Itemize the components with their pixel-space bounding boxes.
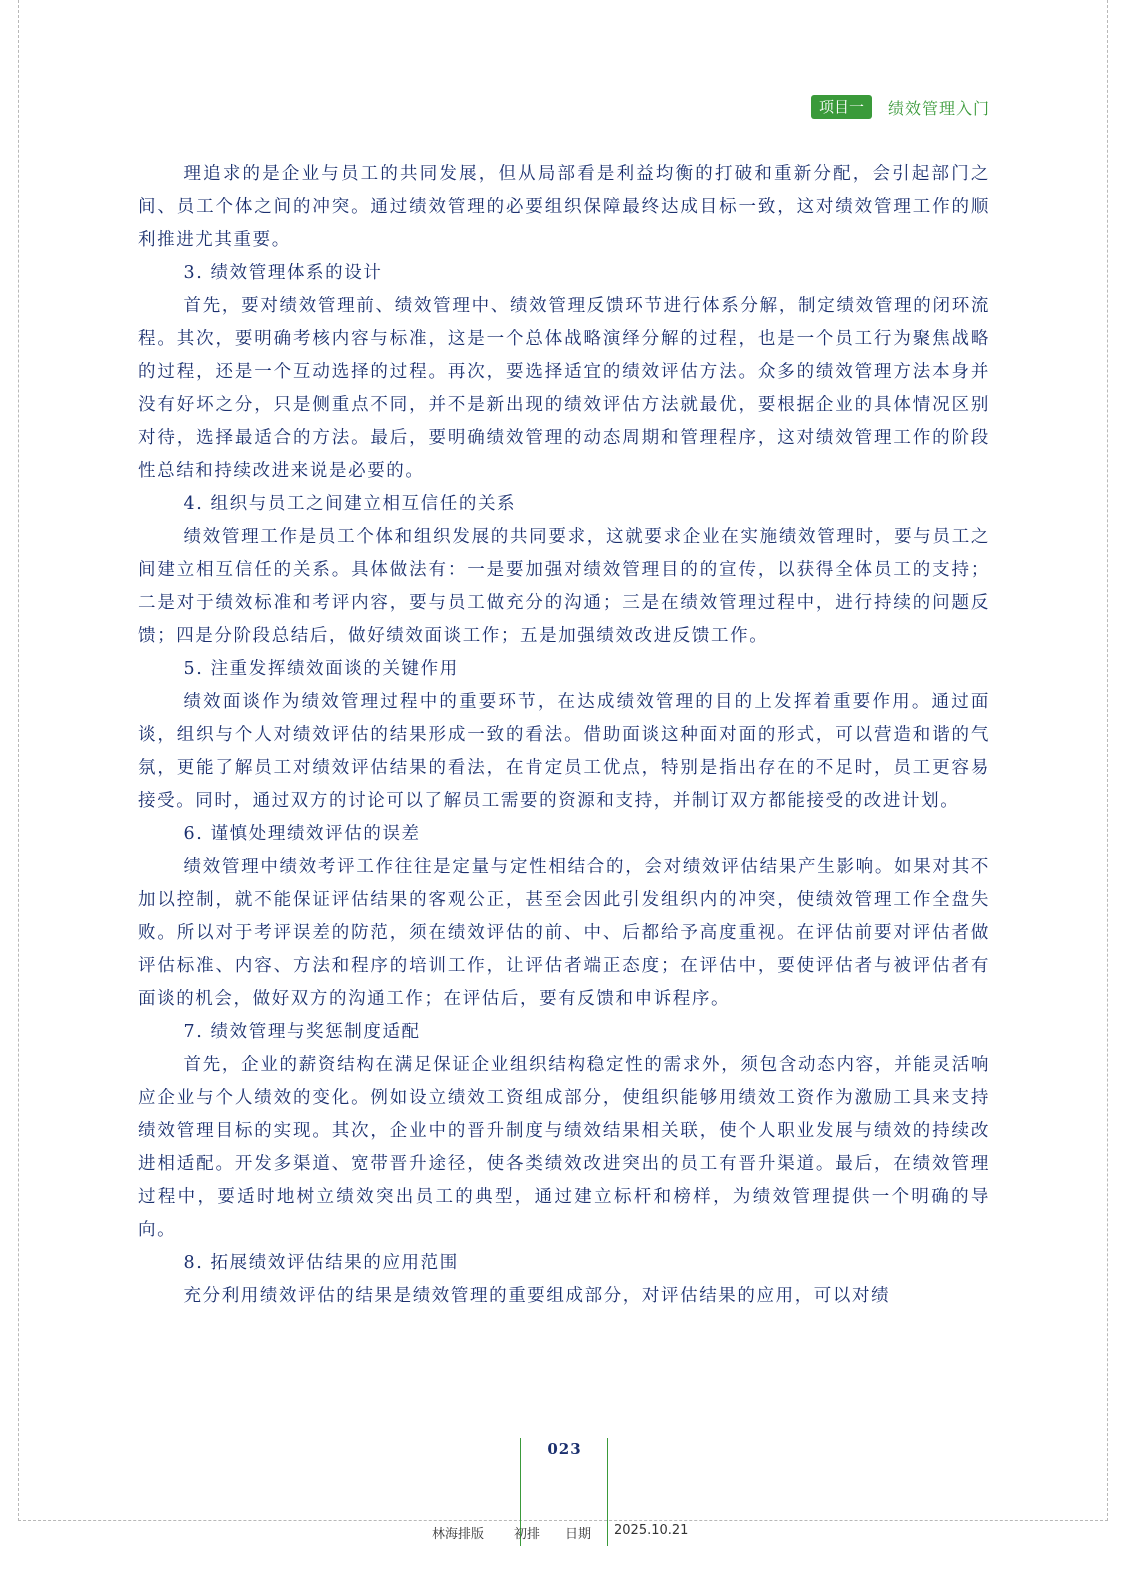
body-text xyxy=(138,158,990,1313)
date-label: 日期 xyxy=(565,1527,592,1542)
section-heading: 4. 组织与员工之间建立相互信任的关系 xyxy=(183,494,517,514)
paragraph: 绩效面谈作为绩效管理过程中的重要环节，在达成绩效管理的目的上发挥着重要作用。通过面谈，组织与个人对绩效评估的结果形成一致的看法。借助面谈这种面对面的形式，可以营造和谐的气氛，更能了解员工对绩效评估结果的看法，在肯定员工优点，特别是指出存在的不足时，员工更容易接受。同时，通过双方的讨论可以了解员工需要的资源和支持，并制订双方都能接受的改进计划。 xyxy=(138,692,990,811)
page-number: 023 xyxy=(547,1440,582,1458)
stage-label: 初排 xyxy=(514,1527,541,1542)
paragraph: 绩效管理工作是员工个体和组织发展的共同要求，这就要求企业在实施绩效管理时，要与员工之间建立相互信任的关系。具体做法有：一是要加强对绩效管理目的的宣传，以获得全体员工的支持；二是对于绩效标准和考评内容，要与员工做充分的沟通；三是在绩效管理过程中，进行持续的问题反馈；四是分阶段总结后，做好绩效面谈工作；五是加强绩效改进反馈工作。 xyxy=(138,527,990,646)
section-heading: 7. 绩效管理与奖惩制度适配 xyxy=(183,1022,421,1042)
section-heading: 8. 拓展绩效评估结果的应用范围 xyxy=(183,1253,459,1273)
chapter-badge: 项目一 xyxy=(811,95,872,119)
paragraph: 首先，要对绩效管理前、绩效管理中、绩效管理反馈环节进行体系分解，制定绩效管理的闭环流程。其次，要明确考核内容与标准，这是一个总体战略演绎分解的过程，也是一个员工行为聚焦战略的过程，还是一个互动选择的过程。再次，要选择适宜的绩效评估方法。众多的绩效管理方法本身并没有好坏之分，只是侧重点不同，并不是新出现的绩效评估方法就最优，要根据企业的具体情况区别对待，选择最适合的方法。最后，要明确绩效管理的动态周期和管理程序，这对绩效管理工作的阶段性总结和持续改进来说是必要的。 xyxy=(138,296,990,481)
section-heading: 5. 注重发挥绩效面谈的关键作用 xyxy=(183,659,459,679)
section-heading: 6. 谨慎处理绩效评估的误差 xyxy=(183,824,421,844)
section-heading: 3. 绩效管理体系的设计 xyxy=(183,263,383,283)
paragraph: 绩效管理中绩效考评工作往往是定量与定性相结合的，会对绩效评估结果产生影响。如果对其不加以控制，就不能保证评估结果的客观公正，甚至会因此引发组织内的冲突，使绩效管理工作全盘失败。所以对于考评误差的防范，须在绩效评估的前、中、后都给予高度重视。在评估前要对评估者做评估标准、内容、方法和程序的培训工作，让评估者端正态度；在评估中，要使评估者与被评估者有面谈的机会，做好双方的沟通工作；在评估后，要有反馈和申诉程序。 xyxy=(138,857,990,1009)
chapter-title: 绩效管理入门 xyxy=(887,98,990,118)
paragraph: 充分利用绩效评估的结果是绩效管理的重要组成部分，对评估结果的应用，可以对绩 xyxy=(183,1286,891,1306)
editor-label: 林海排版 xyxy=(432,1527,485,1542)
paragraph: 首先，企业的薪资结构在满足保证企业组织结构稳定性的需求外，须包含动态内容，并能灵活响应企业与个人绩效的变化。例如设立绩效工资组成部分，使组织能够用绩效工资作为激励工具来支持绩效管理目标的实现。其次，企业中的晋升制度与绩效结果相关联，使个人职业发展与绩效的持续改进相适配。开发多渠道、宽带晋升途径，使各类绩效改进突出的员工有晋升渠道。最后，在绩效管理过程中，要适时地树立绩效突出员工的典型，通过建立标杆和榜样，为绩效管理提供一个明确的导向。 xyxy=(138,1055,990,1240)
running-header xyxy=(811,94,990,120)
date-value: 2025.10.21 xyxy=(614,1523,689,1538)
paragraph: 理追求的是企业与员工的共同发展，但从局部看是利益均衡的打破和重新分配，会引起部门之间、员工个体之间的冲突。通过绩效管理的必要组织保障最终达成目标一致，这对绩效管理工作的顺利推进尤其重要。 xyxy=(138,164,990,250)
